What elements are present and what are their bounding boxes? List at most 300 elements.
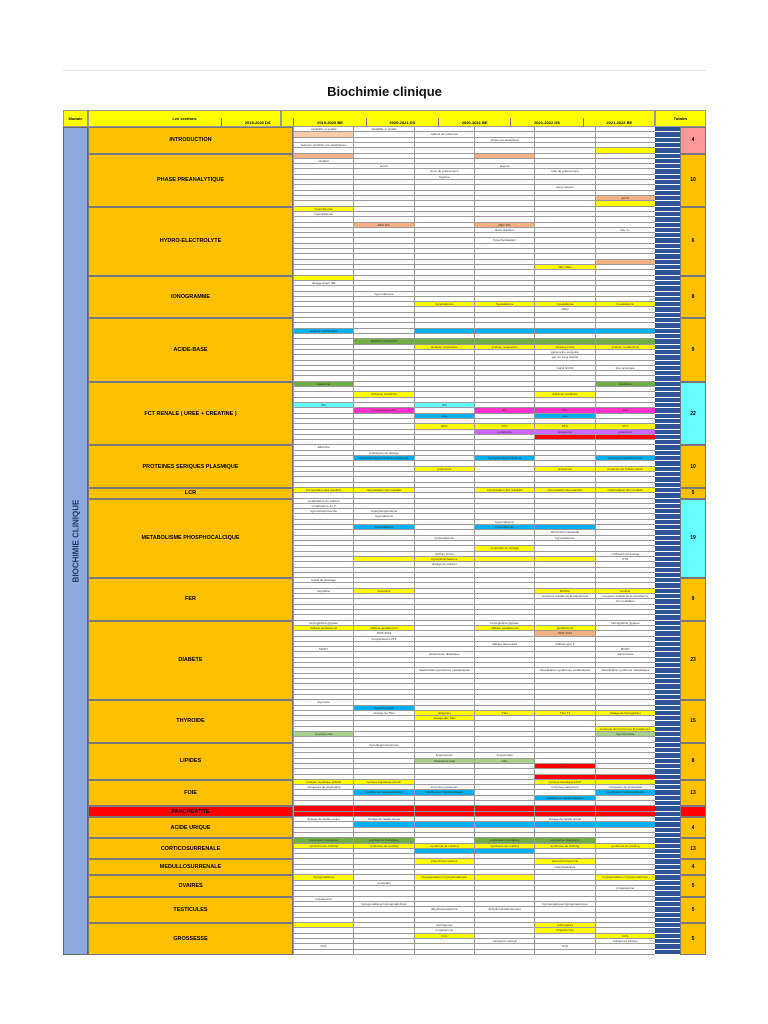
- table-cell[interactable]: hypercalcemie: [474, 520, 534, 525]
- table-cell[interactable]: syndrome de cushing: [353, 844, 413, 849]
- table-cell[interactable]: hyperkaliemie: [414, 302, 474, 307]
- table-cell[interactable]: hyperkaliemie: [293, 212, 353, 217]
- table-cell[interactable]: insuffisance hepatocellulaire: [353, 790, 413, 795]
- table-cell[interactable]: cytolyse hepatique (ALAT): [353, 780, 413, 785]
- table-cell[interactable]: oestrogenes: [414, 923, 474, 928]
- table-cell[interactable]: metabolisme du calcium: [293, 499, 353, 504]
- table-cell[interactable]: interpretation des resultats: [353, 488, 413, 493]
- table-cell[interactable]: dosage de l'acide urique: [293, 817, 353, 822]
- table-cell[interactable]: [353, 950, 413, 955]
- table-cell[interactable]: acidocetose: [595, 652, 655, 657]
- section-block: [88, 276, 706, 318]
- table-cell[interactable]: dosage direct ISE: [293, 281, 353, 286]
- table-cell[interactable]: IRA: [595, 408, 655, 413]
- section-total: 4: [680, 859, 706, 875]
- table-cell[interactable]: triglycerides: [474, 753, 534, 758]
- table-cell[interactable]: hemoglobine glyquee: [293, 621, 353, 626]
- table-cell[interactable]: hypercalcemie: [534, 536, 594, 541]
- table-cell[interactable]: hypogammaglobulinemie: [474, 456, 534, 461]
- table-cell[interactable]: ferritine: [534, 589, 594, 594]
- section-name[interactable]: THYROIDE: [88, 700, 293, 742]
- table-cell[interactable]: acidose respiratoire: [474, 345, 534, 350]
- table-cell[interactable]: valeurs de reference: [414, 132, 474, 137]
- count-column: [655, 578, 680, 620]
- section-total: 5: [680, 923, 706, 955]
- section-rows: [293, 499, 655, 579]
- table-cell[interactable]: calcul HCO3: [534, 366, 594, 371]
- table-cell[interactable]: hyperthyroidie: [353, 706, 413, 711]
- table-cell[interactable]: progesterone: [414, 928, 474, 933]
- section-name[interactable]: ACIDE URIQUE: [88, 817, 293, 838]
- section-block: [88, 875, 706, 896]
- section-block: [88, 817, 706, 838]
- table-cell[interactable]: variabilite et qualite: [293, 127, 353, 132]
- table-cell[interactable]: hypokaliemie: [534, 302, 594, 307]
- section-name[interactable]: MEDULLOSURRENALE: [88, 859, 293, 875]
- table-cell[interactable]: oestrogenes: [534, 923, 594, 928]
- table-cell[interactable]: interpretation des resultats: [293, 488, 353, 493]
- table-cell[interactable]: oestradiol: [353, 881, 413, 886]
- table-cell[interactable]: hypogonadisme: [293, 875, 353, 880]
- table-cell[interactable]: dosage de TSH: [353, 711, 413, 716]
- table-cell[interactable]: dosage de thyroglobine: [595, 711, 655, 716]
- table-cell[interactable]: variabilite et qualite: [353, 127, 413, 132]
- table-cell[interactable]: clairance creatinine: [353, 392, 413, 397]
- count-column: [655, 445, 680, 487]
- section-rows: [293, 207, 655, 276]
- table-cell[interactable]: exploration biologique: [353, 838, 413, 843]
- table-cell[interactable]: proteinurie: [474, 430, 534, 435]
- table-cell[interactable]: techniques de dosage: [353, 451, 413, 456]
- count-column: [655, 276, 680, 318]
- table-cell[interactable]: DFG: [474, 424, 534, 429]
- table-cell[interactable]: [293, 950, 353, 955]
- section-total: 9: [680, 578, 706, 620]
- table-cell[interactable]: hemoglobine glyquee: [474, 621, 534, 626]
- table-cell[interactable]: PTH: [595, 557, 655, 562]
- table-cell[interactable]: hepcidine: [293, 589, 353, 594]
- table-cell[interactable]: tube de prelevement: [534, 169, 594, 174]
- table-cell[interactable]: insuffisance hepatocellulaire: [414, 790, 474, 795]
- table-cell[interactable]: hyperphosphatemie: [414, 557, 474, 562]
- section-total: 15: [680, 700, 706, 742]
- table-cell[interactable]: sang veineux: [534, 185, 594, 190]
- table-cell[interactable]: DEC DIC: [474, 223, 534, 228]
- count-column: [655, 621, 680, 701]
- table-cell[interactable]: alcalose mixte: [534, 345, 594, 350]
- count-column: [655, 743, 680, 780]
- count-column: [655, 817, 680, 838]
- table-cell[interactable]: hCG: [534, 944, 594, 949]
- table-cell[interactable]: diabete gestationnel: [353, 626, 413, 631]
- section-name[interactable]: PANCREATITE: [88, 806, 293, 817]
- section-block: [88, 621, 706, 701]
- table-cell[interactable]: diabete dependant: [474, 642, 534, 647]
- sections-header: Les sections: [88, 110, 281, 127]
- year-header: 2021-2022 DS: [510, 118, 582, 127]
- table-cell[interactable]: creatinine: [595, 382, 655, 387]
- section-name[interactable]: DIABETE: [88, 621, 293, 701]
- section-rows: [293, 154, 655, 207]
- table-cell[interactable]: cholesterol total: [414, 759, 474, 764]
- table-cell[interactable]: hypocalcemie: [353, 514, 413, 519]
- table-cell[interactable]: hypogonadisme hypogonadotrope: [353, 902, 413, 907]
- table-cell[interactable]: acidose metabolique: [595, 345, 655, 350]
- table-cell[interactable]: DFG: [414, 424, 474, 429]
- table-cell[interactable]: methodes de dosage: [595, 552, 655, 557]
- table-cell[interactable]: creatinine: [293, 382, 353, 387]
- table-cell[interactable]: [534, 950, 594, 955]
- table-cell[interactable]: enzymes marqueurs: [414, 785, 474, 790]
- table-cell[interactable]: fer medullaire: [595, 599, 655, 604]
- year-header: 2021-2022 BE: [583, 118, 655, 127]
- table-cell[interactable]: exploration biologique: [293, 838, 353, 843]
- table-cell[interactable]: hyperuricemie IRC: [353, 408, 413, 413]
- table-cell[interactable]: hepcidine: [353, 589, 413, 594]
- section-block: [88, 923, 706, 955]
- table-cell[interactable]: hypocalcemie: [474, 525, 534, 530]
- table-cell[interactable]: proteines de l'inflammation: [595, 467, 655, 472]
- section-name[interactable]: TESTICULES: [88, 897, 293, 924]
- table-cell[interactable]: facteurs variables pre-analytiques: [293, 143, 353, 148]
- table-cell[interactable]: levels de stockage: [293, 578, 353, 583]
- section-name[interactable]: FOIE: [88, 780, 293, 807]
- section-name[interactable]: OVAIRES: [88, 875, 293, 896]
- count-cell: [655, 950, 680, 955]
- section-block: [88, 499, 706, 579]
- count-column: [655, 897, 680, 924]
- sections-grid: [88, 127, 706, 955]
- count-column: [655, 382, 680, 446]
- table-cell[interactable]: hygiene: [414, 175, 474, 180]
- table-cell[interactable]: MODY: [595, 647, 655, 652]
- year-header: 2020-2021 DS: [366, 118, 438, 127]
- table-cell[interactable]: catecholamines: [534, 865, 594, 870]
- section-block: [88, 488, 706, 499]
- section-total: 23: [680, 621, 706, 701]
- table-cell[interactable]: pheochromocytome: [534, 859, 594, 864]
- table-cell[interactable]: recepteur soluble de la transferrine: [534, 594, 594, 599]
- table-cell[interactable]: dosage de l'acide urique: [353, 817, 413, 822]
- table-cell[interactable]: [474, 950, 534, 955]
- section-name[interactable]: HYDRO-ELECTROLYTE: [88, 207, 293, 276]
- section-name[interactable]: METABOLISME PHOSPHOCALCIQUE: [88, 499, 293, 579]
- table-cell[interactable]: hyperphosphoremie: [293, 509, 353, 514]
- table-cell[interactable]: absorption intestinale: [534, 530, 594, 535]
- section-rows: [293, 488, 655, 499]
- section-name[interactable]: PHASE PREANALYTIQUE: [88, 154, 293, 207]
- section-rows: [293, 318, 655, 382]
- section-name[interactable]: LCR: [88, 488, 293, 499]
- section-total: 10: [680, 445, 706, 487]
- table-cell[interactable]: cytolyse hepatique ASAT: [534, 780, 594, 785]
- table-cell[interactable]: enzymes marqueurs: [534, 785, 594, 790]
- section-total: [680, 806, 706, 817]
- table-cell[interactable]: exploration biologique: [534, 838, 594, 843]
- table-cell[interactable]: insuffisance hepatocellulaire: [534, 796, 594, 801]
- table-cell[interactable]: methodes de dosage: [474, 546, 534, 551]
- table-cell[interactable]: dihydrotestosterone: [414, 907, 474, 912]
- section-block: [88, 838, 706, 859]
- count-column: [655, 318, 680, 382]
- section-rows: [293, 859, 655, 875]
- table-cell[interactable]: LDL: [534, 764, 594, 769]
- section-total: 22: [680, 382, 706, 446]
- table-cell[interactable]: exploration biologique: [474, 838, 534, 843]
- count-column: [655, 923, 680, 955]
- count-column: [655, 127, 680, 154]
- section-total: 9: [680, 318, 706, 382]
- table-cell[interactable]: marqueurs serique: [474, 939, 534, 944]
- table-cell[interactable]: classification syndrome metabolique: [595, 668, 655, 673]
- table-cell[interactable]: hyperlipoproteinemies: [353, 743, 413, 748]
- section-total: 13: [680, 780, 706, 807]
- section-rows: [293, 621, 655, 701]
- section-block: [88, 859, 706, 875]
- section-total: 8: [680, 276, 706, 318]
- table-cell[interactable]: syndrome de cushing: [414, 844, 474, 849]
- module-label: BIOCHIMIE CLINIQUE: [71, 499, 80, 583]
- table-cell[interactable]: progesterone: [595, 886, 655, 891]
- table-cell[interactable]: gaz du sang arteriel: [534, 355, 594, 360]
- table-cell[interactable]: interpretation des resultats: [595, 488, 655, 493]
- table-cell[interactable]: classification syndromes metaboliques: [414, 668, 474, 673]
- section-name[interactable]: GROSSESSE: [88, 923, 293, 955]
- table-cell[interactable]: hyperhydratation: [474, 238, 534, 243]
- table-cell[interactable]: MODY: [293, 647, 353, 652]
- table-cell[interactable]: syndrome de cushing: [293, 844, 353, 849]
- table-cell[interactable]: gazometrie sanguine: [534, 350, 594, 355]
- table-cell[interactable]: acidocetose diabetique: [414, 652, 474, 657]
- table-cell[interactable]: alcalose respiratoire: [353, 339, 413, 344]
- table-cell[interactable]: hypothyroidie: [293, 732, 353, 737]
- table-cell[interactable]: DFG: [595, 424, 655, 429]
- table-cell[interactable]: cytolyse hepatique (ASAT): [293, 780, 353, 785]
- table-cell[interactable]: dosage du calcium: [414, 562, 474, 567]
- section-rows: [293, 780, 655, 807]
- table-cell[interactable]: hypergammaglobulinemie polyclonale: [353, 456, 413, 461]
- table-cell[interactable]: diabete type 2: [534, 642, 594, 647]
- count-column: [655, 780, 680, 807]
- count-column: [655, 499, 680, 579]
- table-cell[interactable]: Na+ K+: [595, 228, 655, 233]
- count-column: [655, 859, 680, 875]
- table-cell[interactable]: proteinurie: [534, 430, 594, 435]
- section-name[interactable]: CORTICOSURRENALE: [88, 838, 293, 859]
- table-cell[interactable]: lipoproteines: [414, 753, 474, 758]
- table-cell[interactable]: [414, 950, 474, 955]
- table-cell[interactable]: IRA: [414, 403, 474, 408]
- section-rows: [293, 578, 655, 620]
- table-cell[interactable]: alcalose respiratoire: [414, 345, 474, 350]
- count-column: [655, 838, 680, 859]
- table-cell[interactable]: [595, 950, 655, 955]
- table-cell[interactable]: dosage de l'acide urique: [534, 817, 594, 822]
- table-cell[interactable]: DEC DIC: [353, 223, 413, 228]
- section-name[interactable]: FCT RENALE ( UREE + CREATINE ): [88, 382, 293, 446]
- table-cell[interactable]: hypokaliemie: [595, 302, 655, 307]
- section-total: 8: [680, 743, 706, 780]
- section-block: [88, 318, 706, 382]
- table-cell[interactable]: proteinurie: [414, 467, 474, 472]
- table-cell[interactable]: classification syndromes metaboliques: [534, 668, 594, 673]
- table-cell[interactable]: dehydroepiandrosterone: [474, 907, 534, 912]
- table-cell[interactable]: hCG: [414, 934, 474, 939]
- section-rows: [293, 382, 655, 446]
- table-cell[interactable]: metabolisme du P: [293, 504, 353, 509]
- section-rows: [293, 276, 655, 318]
- table-cell[interactable]: thyroxine: [293, 700, 353, 705]
- year-headers: [221, 118, 655, 127]
- section-rows: [293, 700, 655, 742]
- table-cell[interactable]: IRA: [293, 403, 353, 408]
- table-cell[interactable]: diabete gestationnel: [293, 626, 353, 631]
- table-cell[interactable]: syndrome de cushing: [534, 844, 594, 849]
- table-cell[interactable]: IRC: [474, 408, 534, 413]
- spreadsheet-sheet: [63, 70, 706, 955]
- count-column: [655, 700, 680, 742]
- table-cell[interactable]: complications DT2: [353, 637, 413, 642]
- table-cell[interactable]: choix du prelevement: [414, 169, 474, 174]
- section-total: 4: [680, 817, 706, 838]
- section-name[interactable]: ACIDE-BASE: [88, 318, 293, 382]
- section-rows: [293, 743, 655, 780]
- table-cell[interactable]: hypokaliemie: [474, 302, 534, 307]
- section-total: 4: [680, 127, 706, 154]
- section-rows: [293, 875, 655, 896]
- table-cell[interactable]: hCG: [293, 944, 353, 949]
- table-cell[interactable]: hyperphosphoremie: [353, 509, 413, 514]
- table-cell[interactable]: progesterone: [534, 928, 594, 933]
- table-cell[interactable]: IRA: [534, 408, 594, 413]
- table-cell[interactable]: proteinurie: [595, 430, 655, 435]
- section-name[interactable]: PROTEINES SERIQUES PLASMIQUE: [88, 445, 293, 487]
- count-column: [655, 806, 680, 817]
- section-block: [88, 127, 706, 154]
- table-cell[interactable]: marqueurs de cholestase: [293, 785, 353, 790]
- table-cell[interactable]: DFG: [534, 424, 594, 429]
- totals-header: Totales: [655, 110, 706, 127]
- table-cell[interactable]: effets: [534, 307, 594, 312]
- table-cell[interactable]: variation: [293, 159, 353, 164]
- section-block: [88, 578, 706, 620]
- table-cell[interactable]: TSH T4: [534, 711, 594, 716]
- table-cell[interactable]: hypernatremie: [353, 292, 413, 297]
- table-cell[interactable]: hypogonadisme hypogonadotrope: [534, 902, 594, 907]
- section-rows: [293, 127, 655, 154]
- table-cell[interactable]: trou anionique: [595, 366, 655, 371]
- table-cell[interactable]: clairance creatinine: [534, 392, 594, 397]
- section-block: [88, 743, 706, 780]
- table-cell[interactable]: acidose metabolique: [293, 329, 353, 334]
- table-cell[interactable]: ferritine: [595, 589, 655, 594]
- table-cell[interactable]: marqueurs de cholestase: [595, 785, 655, 790]
- table-cell[interactable]: plasma: [474, 164, 534, 169]
- year-header: 2020-2021 BE: [438, 118, 510, 127]
- section-name[interactable]: FER: [88, 578, 293, 620]
- table-cell[interactable]: deshydratation: [474, 228, 534, 233]
- table-cell[interactable]: OMS 2019: [353, 631, 413, 636]
- table-cell[interactable]: pheochromocytome: [414, 859, 474, 864]
- section-rows: [293, 806, 655, 817]
- count-column: [655, 875, 680, 896]
- section-rows: [293, 838, 655, 859]
- table-cell[interactable]: recepteur soluble de la transferrine: [595, 594, 655, 599]
- table-cell[interactable]: syndrome de cushing: [595, 844, 655, 849]
- table-cell[interactable]: marqueurs serique: [595, 939, 655, 944]
- title-row: [63, 70, 706, 111]
- table-cell[interactable]: garrot: [595, 196, 655, 201]
- count-column: [655, 154, 680, 207]
- table-cell[interactable]: testosterone: [293, 897, 353, 902]
- section-total: 6: [680, 207, 706, 276]
- section-rows: [293, 445, 655, 487]
- table-cell[interactable]: albumine: [293, 445, 353, 450]
- section-block: [88, 806, 706, 817]
- section-total: 5: [680, 488, 706, 499]
- section-rows: [293, 923, 655, 955]
- table-cell[interactable]: diabete gestationnel: [474, 626, 534, 631]
- page-title: Biochimie clinique: [327, 83, 442, 99]
- table-cell[interactable]: syndrome de cushing: [474, 844, 534, 849]
- table-cell[interactable]: hypercalcemie: [414, 536, 474, 541]
- table-cell[interactable]: interpretation des resultats: [474, 488, 534, 493]
- table-cell[interactable]: phase pre-analytique: [474, 138, 534, 143]
- table-cell[interactable]: interpretation des resultats: [534, 488, 594, 493]
- table-cell[interactable]: hyponatremie: [293, 207, 353, 212]
- module-column: [63, 127, 88, 955]
- section-block: [88, 897, 706, 924]
- table-cell[interactable]: gestationnel: [534, 626, 594, 631]
- table-cell[interactable]: hypogonadisme hypogonadotrope: [414, 875, 474, 880]
- table-cell[interactable]: TSH: [474, 711, 534, 716]
- table-cell[interactable]: antigenes: [414, 711, 474, 716]
- section-block: [88, 207, 706, 276]
- year-header: 2019-2020 DS: [221, 118, 293, 127]
- section-total: 13: [680, 838, 706, 859]
- table-cell[interactable]: calcium ionise: [414, 552, 474, 557]
- table-cell[interactable]: HDL: [474, 759, 534, 764]
- table-cell[interactable]: serum: [353, 164, 413, 169]
- table-cell[interactable]: uree: [534, 414, 594, 419]
- section-rows: [293, 817, 655, 838]
- table-cell[interactable]: insuffisance hepatocellulaire: [595, 790, 655, 795]
- table-cell[interactable]: hypergammaglobulinemie: [595, 456, 655, 461]
- section-name[interactable]: IONOGRAMME: [88, 276, 293, 318]
- table-cell[interactable]: dosage des TSH: [414, 716, 474, 721]
- table-cell[interactable]: DEC DEH: [534, 265, 594, 270]
- count-column: [655, 488, 680, 499]
- table-cell[interactable]: hemoglobine glyquee: [595, 621, 655, 626]
- count-column: [655, 207, 680, 276]
- section-total: 5: [680, 897, 706, 924]
- section-name[interactable]: INTRODUCTION: [88, 127, 293, 154]
- table-cell[interactable]: OMS 2019: [534, 631, 594, 636]
- table-row: [293, 950, 655, 955]
- table-cell[interactable]: hypothyroidie: [595, 732, 655, 737]
- section-name[interactable]: LIPIDES: [88, 743, 293, 780]
- table-cell[interactable]: hCG: [595, 934, 655, 939]
- year-header: 2019-2020 BE: [293, 118, 365, 127]
- table-cell[interactable]: hypogonadisme hypogonadotrope: [595, 875, 655, 880]
- section-total: 19: [680, 499, 706, 579]
- section-block: [88, 700, 706, 742]
- table-cell[interactable]: hyperkaliemie: [353, 525, 413, 530]
- table-cell[interactable]: cinetique des hormones thyroidiennes: [595, 727, 655, 732]
- section-total: 5: [680, 875, 706, 896]
- table-cell[interactable]: uree: [414, 414, 474, 419]
- table-cell[interactable]: proteinurie: [534, 467, 594, 472]
